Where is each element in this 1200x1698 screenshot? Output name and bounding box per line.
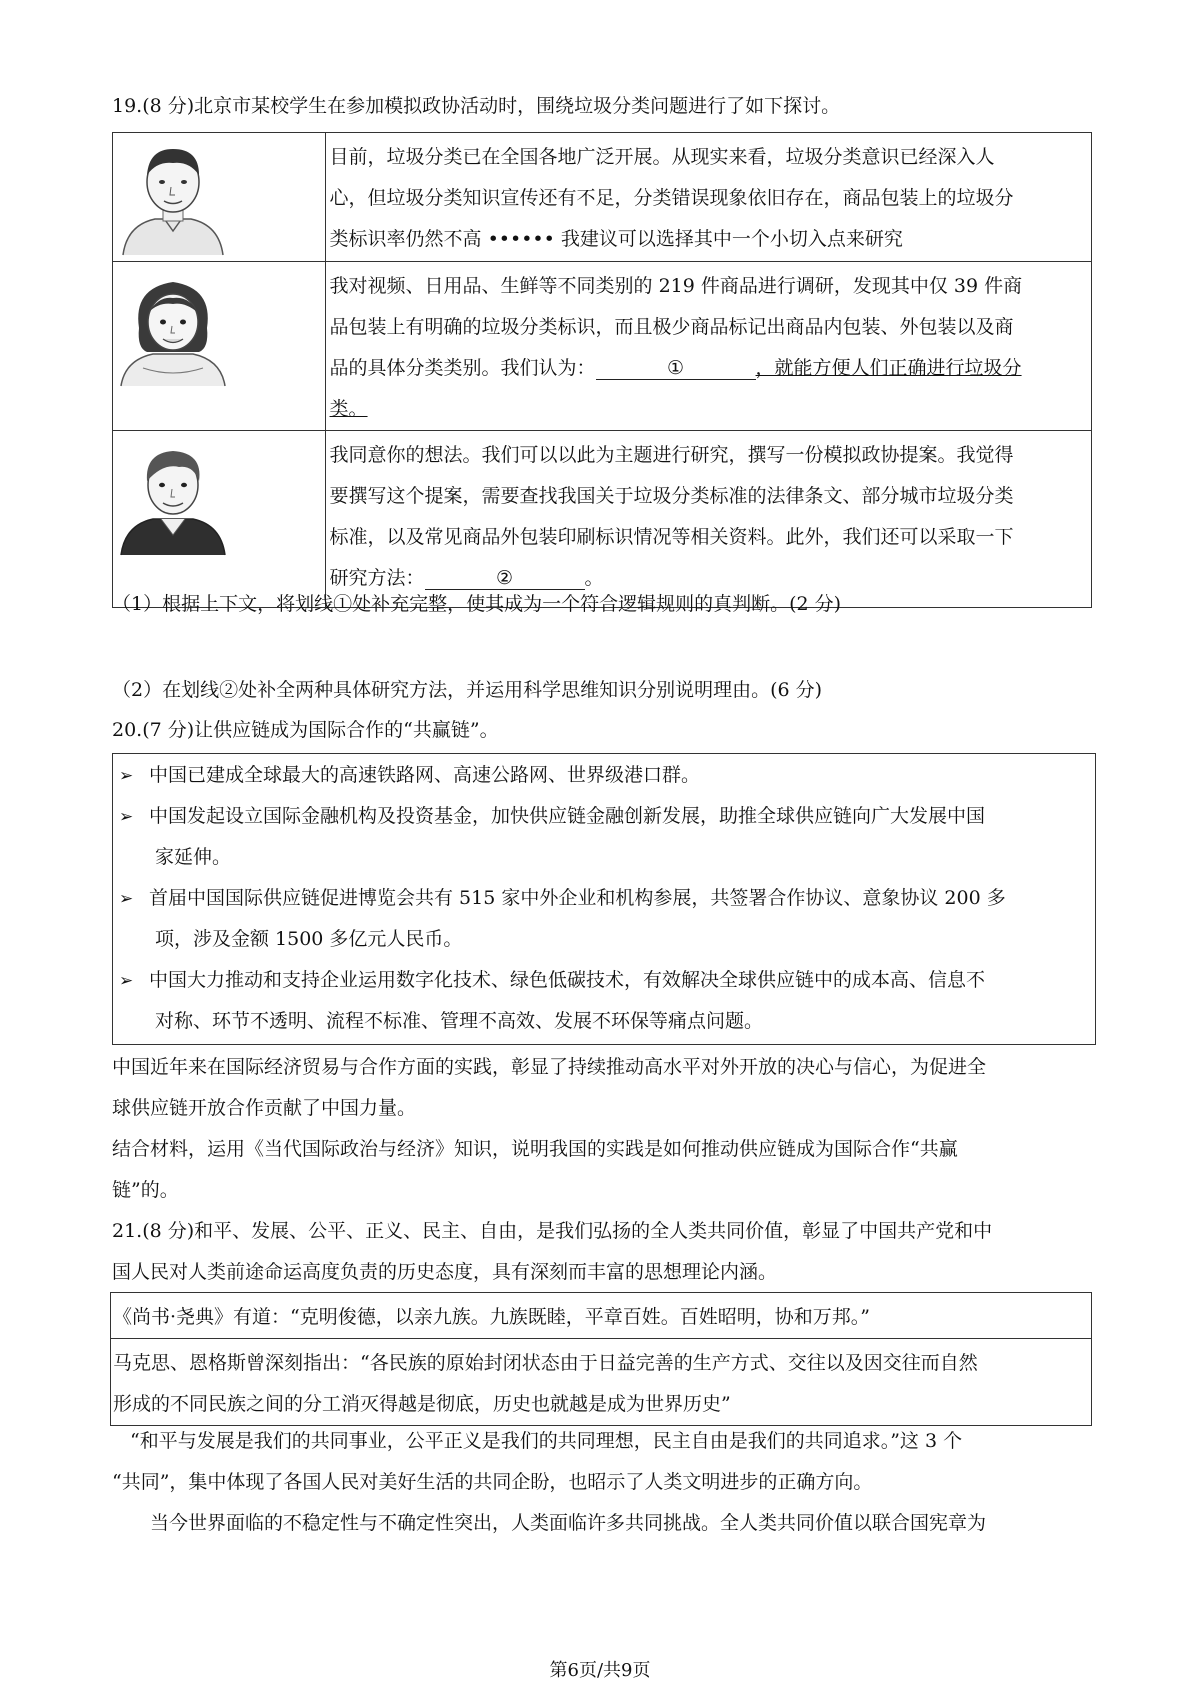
student-3-cell — [113, 431, 326, 608]
quote-shangshu: 《尚书·尧典》有道：“克明俊德，以亲九族。九族既睦，平章百姓。百姓昭明，协和万邦。” — [111, 1293, 1092, 1339]
student-boy-short-hair-avatar — [113, 437, 233, 557]
r3-line-4-b: 。 — [584, 567, 604, 589]
q19-sub-question-2: （2）在划线②处补全两种具体研究方法，并运用科学思维知识分别说明理由。(6 分) — [112, 679, 823, 701]
r3-line-2: 要撰写这个提案，需要查找我国关于垃圾分类标准的法律条文、部分城市垃圾分类 — [329, 485, 1014, 507]
student-boy-avatar — [113, 137, 233, 257]
bullet-item: ➢ 首届中国国际供应链促进博览会共有 515 家中外企业和机构参展，共签署合作协议、意象协议 200 多 — [119, 878, 1006, 920]
quote-marx-line-2: 形成的不同民族之间的分工消灭得越是彻底，历史也就越是成为世界历史” — [113, 1393, 731, 1415]
q20-material-box — [112, 753, 1096, 1045]
r1-line-3: 类标识率仍然不高 •••••• 我建议可以选择其中一个小切入点来研究 — [329, 228, 903, 250]
bullet-continuation: 家延伸。 — [155, 846, 232, 868]
r2-line-3-a: 品的具体分类类别。我们认为： — [329, 357, 596, 379]
student-1-speech — [325, 133, 1091, 262]
bullet-item: ➢ 中国已建成全球最大的高速铁路网、高速公路网、世界级港口群。 — [119, 755, 700, 797]
r3-line-4-a: 研究方法： — [329, 567, 425, 589]
r3-line-1: 我同意你的想法。我们可以以此为主题进行研究，撰写一份模拟政协提案。我觉得 — [329, 444, 1014, 466]
q21-paragraph-1a: “和平与发展是我们的共同事业，公平正义是我们的共同理想，民主自由是我们的共同追求。”这 3 个 — [130, 1430, 963, 1452]
student-2-cell — [113, 262, 326, 431]
quote-marx-engels — [111, 1339, 1092, 1426]
r1-line-1: 目前，垃圾分类已在全国各地广泛开展。从现实来看，垃圾分类意识已经深入人 — [329, 146, 995, 168]
q19-dialogue-table — [112, 132, 1092, 608]
r2-line-1: 我对视频、日用品、生鲜等不同类别的 219 件商品进行调研，发现其中仅 39 件商 — [329, 275, 1023, 297]
q21-paragraph-2: 当今世界面临的不稳定性与不确定性突出，人类面临许多共同挑战。全人类共同价值以联合国宪章为 — [150, 1512, 987, 1534]
quote-marx-line-1: 马克思、恩格斯曾深刻指出：“各民族的原始封闭状态由于日益完善的生产方式、交往以及因交往而自然 — [113, 1352, 978, 1374]
bullet-continuation: 项，涉及金额 1500 多亿元人民币。 — [155, 928, 463, 950]
arrow-bullet-icon: ➢ — [119, 766, 134, 786]
q21-title-a: 21.(8 分)和平、发展、公平、正义、民主、自由，是我们弘扬的全人类共同价值，彰显了中国共产党和中 — [112, 1220, 993, 1242]
bullet-item: ➢ 中国发起设立国际金融机构及投资基金，加快供应链金融创新发展，助推全球供应链向广大发展中国 — [119, 796, 985, 838]
student-2-speech — [325, 262, 1091, 431]
q20-question-a: 结合材料，运用《当代国际政治与经济》知识，说明我国的实践是如何推动供应链成为国际合作“共赢 — [112, 1138, 958, 1160]
q21-quote-table — [110, 1292, 1092, 1426]
arrow-bullet-icon: ➢ — [119, 889, 134, 909]
q20-paragraph-1b: 球供应链开放合作贡献了中国力量。 — [112, 1097, 417, 1119]
q20-question-b: 链”的。 — [112, 1179, 179, 1201]
r2-line-3-b: ，就能方便人们正确进行垃圾分 — [755, 357, 1022, 379]
r3-line-3: 标准，以及常见商品外包装印刷标识情况等相关资料。此外，我们还可以采取一下 — [329, 526, 1014, 548]
q20-paragraph-1a: 中国近年来在国际经济贸易与合作方面的实践，彰显了持续推动高水平对外开放的决心与信心，为促进全 — [112, 1056, 987, 1078]
blank-2[interactable]: ② — [425, 567, 585, 590]
student-3-speech — [325, 431, 1091, 608]
bullet-item: ➢ 中国大力推动和支持企业运用数字化技术、绿色低碳技术，有效解决全球供应链中的成本高、信息不 — [119, 960, 985, 1002]
bullet-continuation: 对称、环节不透明、流程不标准、管理不高效、发展不环保等痛点问题。 — [155, 1010, 764, 1032]
q21-title-b: 国人民对人类前途命运高度负责的历史态度，具有深刻而丰富的思想理论内涵。 — [112, 1261, 778, 1283]
q19-sub-question-1: （1）根据上下文，将划线①处补充完整，使其成为一个符合逻辑规则的真判断。(2 分) — [112, 593, 842, 615]
r2-line-3 — [330, 348, 1087, 389]
student-1-cell — [113, 133, 326, 262]
q20-title: 20.(7 分)让供应链成为国际合作的“共赢链”。 — [112, 719, 499, 741]
r2-line-2: 品包装上有明确的垃圾分类标识，而且极少商品标记出商品内包装、外包装以及商 — [329, 316, 1014, 338]
student-girl-avatar — [113, 268, 233, 388]
q19-title: 19.(8 分)北京市某校学生在参加模拟政协活动时，围绕垃圾分类问题进行了如下探讨。 — [112, 95, 841, 117]
r2-line-4: 类。 — [329, 398, 368, 420]
q21-paragraph-1b: “共同”，集中体现了各国人民对美好生活的共同企盼，也昭示了人类文明进步的正确方向。 — [112, 1471, 873, 1493]
arrow-bullet-icon: ➢ — [119, 971, 134, 991]
r1-line-2: 心，但垃圾分类知识宣传还有不足，分类错误现象依旧存在，商品包装上的垃圾分 — [329, 187, 1014, 209]
arrow-bullet-icon: ➢ — [119, 807, 134, 827]
blank-1[interactable]: ① — [596, 357, 756, 380]
page-number: 第6页/共9页 — [549, 1660, 651, 1681]
